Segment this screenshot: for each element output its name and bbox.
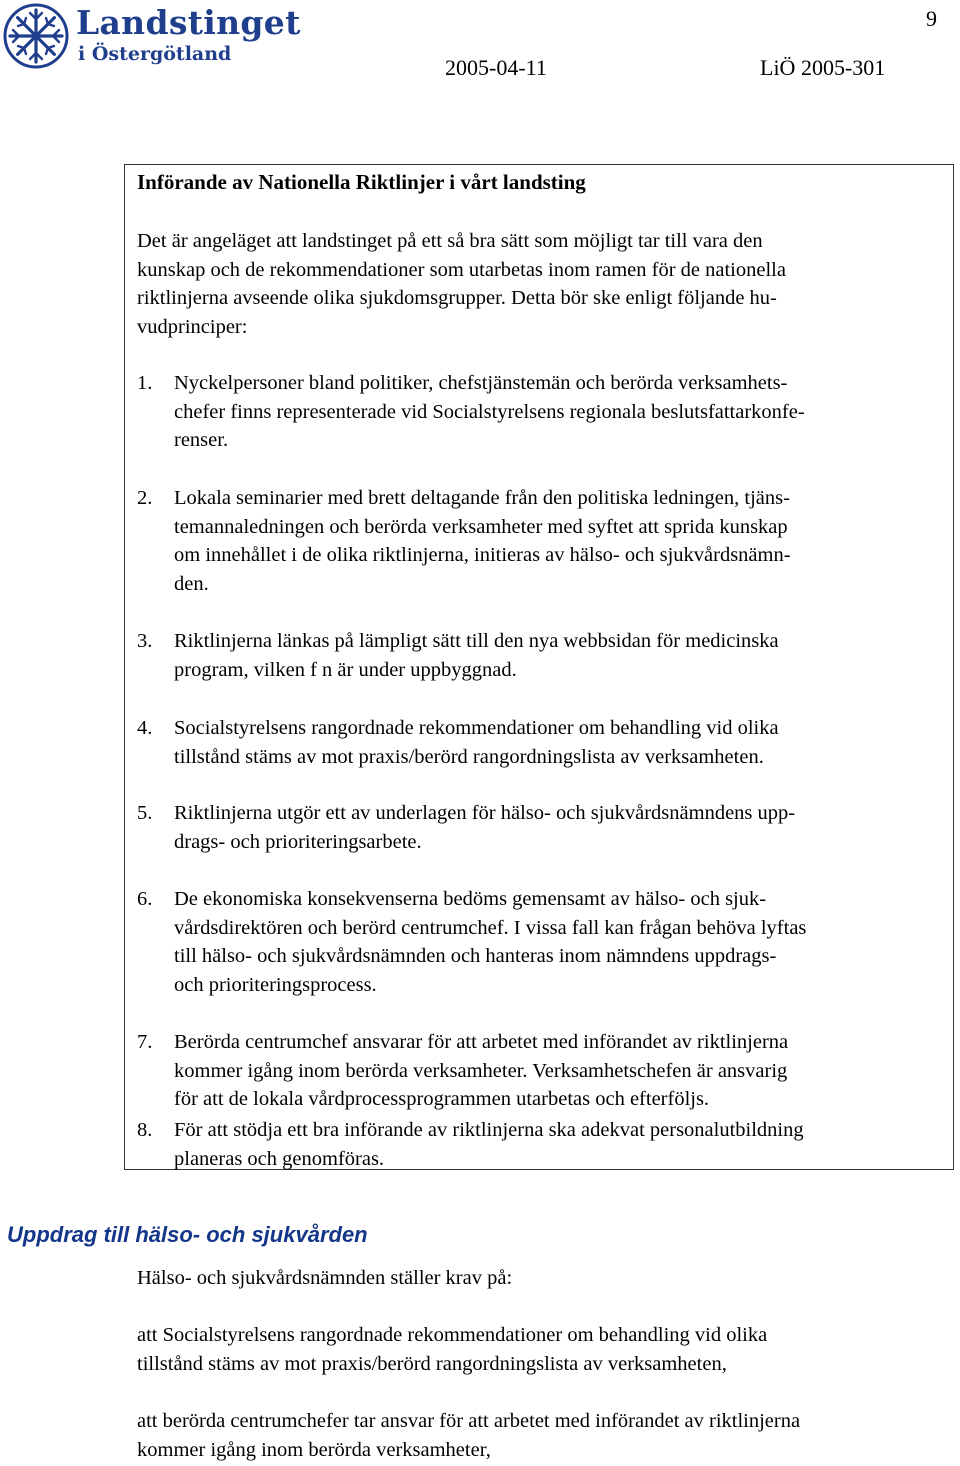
list-item-number: 4. — [137, 717, 153, 739]
item-line: vårdsdirektören och berörd centrumchef. I vissa fall kan frågan behöva lyftas — [174, 916, 807, 939]
logo — [2, 2, 302, 74]
intro-line: vudprinciper: — [137, 315, 248, 338]
list-item-number: 8. — [137, 1119, 153, 1141]
box-intro-paragraph — [137, 227, 937, 341]
item-line: kommer igång inom berörda verksamheter. Verksamhetschefen är ansvarig — [174, 1059, 788, 1082]
list-item-number: 2. — [137, 487, 153, 509]
item-line: chefer finns representerade vid Socialstyrelsens regionala beslutsfattarkonfe- — [174, 400, 805, 423]
item-line: temannaledningen och berörda verksamheter med syftet att sprida kunskap — [174, 515, 788, 538]
item-line: för att de lokala vårdprocessprogrammen utarbetas och efterföljs. — [174, 1088, 710, 1110]
list-item-number: 1. — [137, 372, 153, 394]
logo-subtitle: i Östergötland — [78, 43, 232, 65]
box-title: Införande av Nationella Riktlinjer i vårt landsting — [137, 170, 586, 194]
document-date: 2005-04-11 — [445, 55, 547, 80]
paragraph-line: kommer igång inom berörda verksamheter, — [137, 1439, 491, 1461]
item-line: och prioriteringsprocess. — [174, 973, 377, 996]
list-item-text — [174, 1028, 960, 1114]
item-line: program, vilken f n är under uppbyggnad. — [174, 658, 517, 681]
paragraph-line: att berörda centrumchefer tar ansvar för att arbetet med införandet av riktlinjerna — [137, 1410, 801, 1432]
section-intro — [137, 1264, 512, 1293]
intro-line: Det är angeläget att landstinget på ett så bra sätt som möjligt tar till vara den — [137, 230, 763, 252]
list-item-number: 6. — [137, 888, 153, 910]
item-line: till hälso- och sjukvårdsnämnden och hanteras inom nämndens uppdrags- — [174, 945, 777, 967]
list-item-text — [174, 369, 960, 455]
item-line: om innehållet i de olika riktlinjerna, initieras av hälso- och sjukvårdsnämn- — [174, 544, 791, 566]
snowflake-logo-icon — [2, 2, 70, 70]
page-number: 9 — [926, 6, 937, 31]
list-item-number: 3. — [137, 630, 153, 652]
document-reference: LiÖ 2005-301 — [760, 55, 886, 80]
list-item-number: 5. — [137, 802, 153, 824]
paragraph-line: tillstånd stäms av mot praxis/berörd rangordningslista av verksamheten, — [137, 1353, 727, 1375]
item-line: planeras och genomföras. — [174, 1147, 385, 1170]
item-line: tillstånd stäms av mot praxis/berörd rangordningslista av verksamheten. — [174, 745, 764, 768]
list-item-text — [174, 627, 960, 684]
section-paragraph — [137, 1321, 767, 1379]
logo-title: Landstinget — [76, 3, 301, 42]
section-intro-line: Hälso- och sjukvårdsnämnden ställer krav på: — [137, 1267, 513, 1289]
section-paragraph — [137, 1407, 800, 1465]
list-item-text — [174, 885, 960, 999]
list-item-text — [174, 799, 960, 856]
list-item-text — [174, 1116, 960, 1173]
item-line: För att stödja ett bra införande av riktlinjerna ska adekvat personalutbildning — [174, 1119, 804, 1141]
item-line: Socialstyrelsens rangordnade rekommendationer om behandling vid olika — [174, 717, 779, 739]
item-line: Riktlinjerna utgör ett av underlagen för hälso- och sjukvårdsnämndens upp- — [174, 802, 796, 824]
item-line: renser. — [174, 429, 229, 451]
item-line: Berörda centrumchef ansvarar för att arbetet med införandet av riktlinjerna — [174, 1031, 789, 1053]
intro-line: riktlinjerna avseende olika sjukdomsgrupper. Detta bör ske enligt följande hu- — [137, 287, 777, 309]
list-item-text — [174, 714, 960, 771]
section-heading: Uppdrag till hälso- och sjukvården — [7, 1222, 368, 1247]
item-line: Nyckelpersoner bland politiker, chefstjänstemän och berörda verksamhets- — [174, 372, 788, 394]
item-line: drags- och prioriteringsarbete. — [174, 830, 422, 853]
intro-line: kunskap och de rekommendationer som utarbetas inom ramen för de nationella — [137, 258, 786, 281]
item-line: De ekonomiska konsekvenserna bedöms gemensamt av hälso- och sjuk- — [174, 888, 767, 910]
list-item-number: 7. — [137, 1031, 153, 1053]
list-item-text — [174, 484, 960, 598]
item-line: Riktlinjerna länkas på lämpligt sätt till den nya webbsidan för medicinska — [174, 630, 779, 652]
paragraph-line: att Socialstyrelsens rangordnade rekommendationer om behandling vid olika — [137, 1324, 768, 1346]
item-line: den. — [174, 572, 209, 595]
item-line: Lokala seminarier med brett deltagande från den politiska ledningen, tjäns- — [174, 487, 790, 509]
